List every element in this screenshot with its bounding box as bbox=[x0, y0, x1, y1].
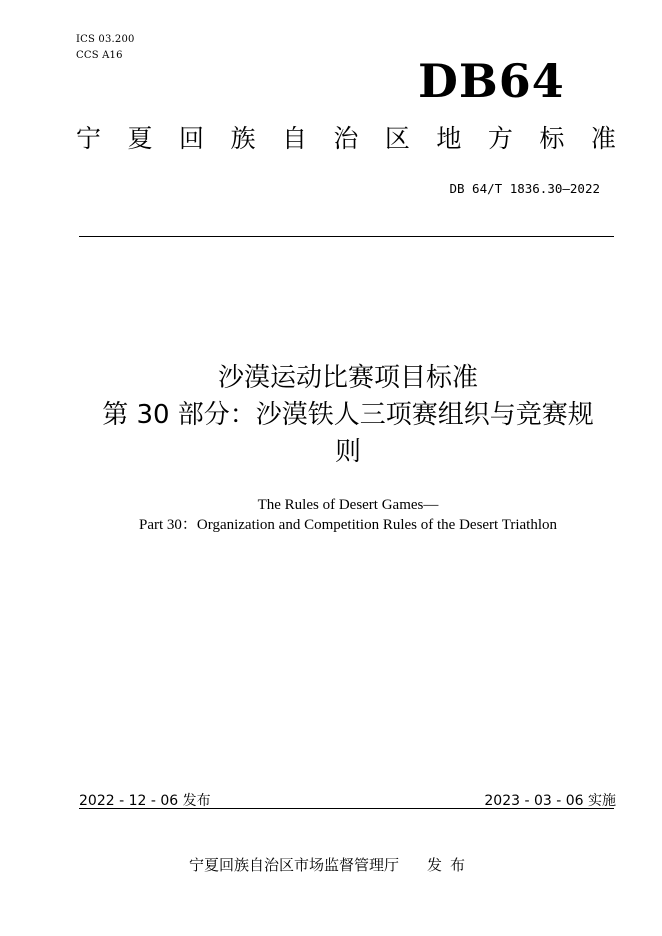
standard-type-char: 回 bbox=[178, 124, 204, 153]
ccs-code: CCS A16 bbox=[76, 50, 123, 61]
standard-type-char: 区 bbox=[384, 124, 410, 153]
chinese-title-line: 沙漠运动比赛项目标准 bbox=[217, 363, 478, 393]
standard-type-char: 地 bbox=[436, 124, 462, 153]
standard-type-char: 宁 bbox=[76, 124, 102, 153]
standard-type-char: 自 bbox=[281, 124, 307, 153]
ics-code: ICS 03.200 bbox=[76, 34, 135, 45]
standard-type-char: 族 bbox=[230, 124, 256, 153]
implementation-date: 2023 - 03 - 06 实施 bbox=[484, 793, 616, 809]
standard-type-heading bbox=[76, 126, 616, 151]
db64-logo: DB64 bbox=[418, 54, 565, 108]
english-title-line: The Rules of Desert Games— bbox=[257, 497, 439, 513]
chinese-title-line: 第 30 部分：沙漠铁人三项赛组织与竞赛规 bbox=[102, 400, 594, 430]
issuer-action: 发布 bbox=[427, 856, 474, 874]
english-title bbox=[60, 495, 636, 535]
english-title-line: Part 30：Organization and Competition Rules of the Desert Triathlon bbox=[138, 517, 557, 533]
footer-divider bbox=[79, 808, 614, 809]
standard-code: DB 64/T 1836.30—2022 bbox=[449, 181, 600, 196]
standard-type-char: 治 bbox=[333, 124, 359, 153]
header-divider bbox=[79, 236, 614, 237]
standard-type-char: 准 bbox=[590, 124, 616, 153]
standard-type-char: 夏 bbox=[127, 124, 153, 153]
publish-date: 2022 - 12 - 06 发布 bbox=[79, 793, 211, 809]
standard-type-char: 方 bbox=[487, 124, 513, 153]
chinese-title-line: 则 bbox=[334, 437, 361, 467]
chinese-title bbox=[60, 360, 636, 471]
standard-type-char: 标 bbox=[539, 124, 565, 153]
issuing-authority bbox=[0, 854, 662, 875]
issuer-name: 宁夏回族自治区市场监督管理厅 bbox=[188, 856, 399, 874]
